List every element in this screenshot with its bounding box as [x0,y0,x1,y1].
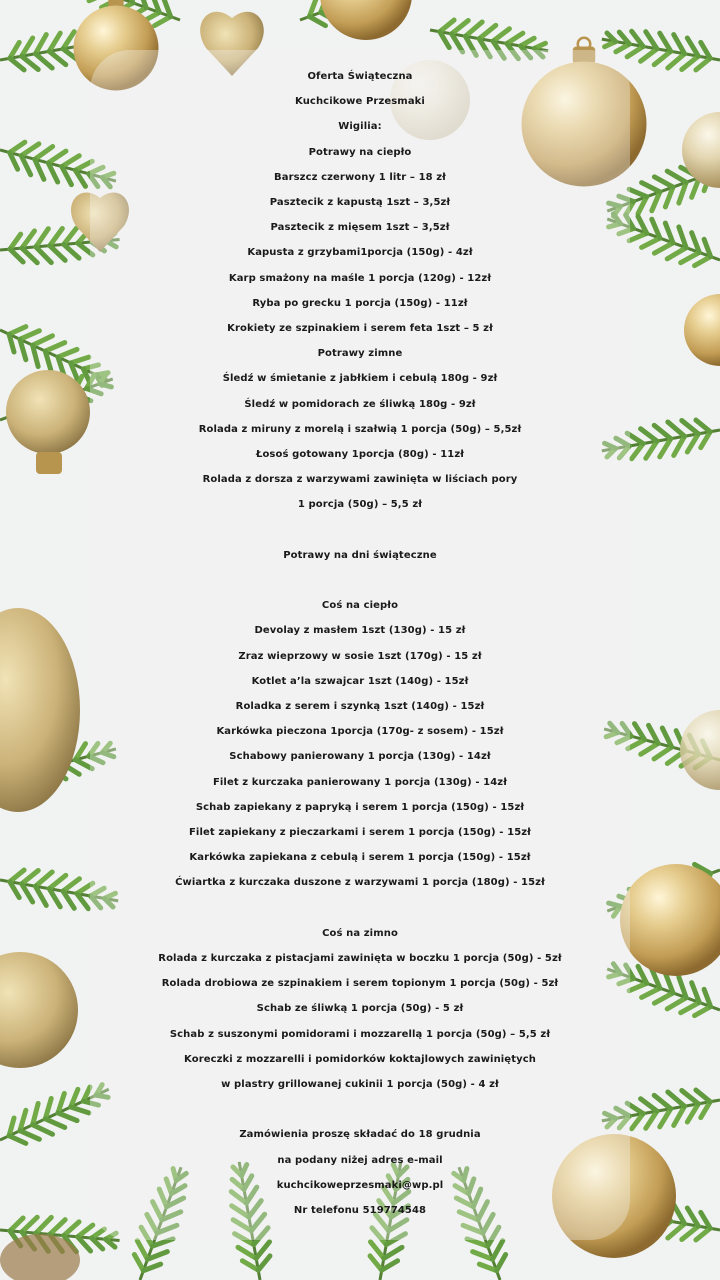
menu-item: Ryba po grecku 1 porcja (150g) - 11zł [252,297,468,309]
menu-item: Kotlet a’la szwajcar 1szt (140g) - 15zł [251,675,469,687]
menu-item: Rolada drobiowa ze szpinakiem i serem topionym 1 porcja (50g) - 5zł [161,978,559,990]
menu-item: Schab zapiekany z papryką i serem 1 porcja (150g) - 15zł [195,801,525,813]
heading-something-hot: Coś na ciepło [321,600,399,612]
heading-cold-dishes: Potrawy zimne [317,348,403,360]
heading-holiday-dishes: Potrawy na dni świąteczne [283,549,437,561]
spacer [0,896,720,921]
contact-phone: Nr telefonu 519774548 [293,1205,427,1217]
menu-text [0,64,720,1223]
menu-item: Filet zapiekany z pieczarkami i serem 1 porcja (150g) - 15zł [189,827,531,839]
menu-item: Krokiety ze szpinakiem i serem feta 1szt – 5 zł [227,323,493,335]
menu-item: Rolada z dorsza z warzywami zawinięta w liściach pory [202,474,518,486]
menu-item: Filet z kurczaka panierowany 1 porcja (130g) - 14zł [212,776,508,788]
heading-hot-dishes: Potrawy na ciepło [308,146,412,158]
menu-item: Zraz wieprzowy w sosie 1szt (170g) - 15 zł [238,650,482,662]
menu-item: Koreczki z mozzarelli i pomidorków koktajlowych zawiniętych [184,1053,536,1065]
menu-item: Roladka z serem i szynką 1szt (140g) - 15zł [235,701,485,713]
menu-item: Łosoś gotowany 1porcja (80g) - 11zł [255,449,465,461]
menu-item: Karp smażony na maśle 1 porcja (120g) - 12zł [228,272,492,284]
menu-item: Rolada z miruny z morelą i szałwią 1 porcja (50g) – 5,5zł [198,423,522,435]
business-name: Kuchcikowe Przesmaki [295,96,425,108]
menu-item: Śledź w pomidorach ze śliwką 180g - 9zł [244,398,476,410]
menu-item: Karkówka zapiekana z cebulą i serem 1 porcja (150g) - 15zł [189,852,531,864]
order-instruction: na podany niżej adres e-mail [277,1154,443,1166]
offer-title: Oferta Świąteczna [307,71,413,82]
order-deadline: Zamówienia proszę składać do 18 grudnia [239,1129,481,1141]
heading-something-cold: Coś na zimno [322,927,398,939]
menu-item: Schabowy panierowany 1 porcja (130g) - 14zł [229,751,491,763]
menu-item: Pasztecik z mięsem 1szt – 3,5zł [270,222,450,234]
menu-item: Devolay z masłem 1szt (130g) - 15 zł [254,625,466,637]
menu-item: Rolada z kurczaka z pistacjami zawinięta w boczku 1 porcja (50g) - 5zł [158,953,562,965]
spacer [0,1097,720,1122]
menu-item: w plastry grillowanej cukinii 1 porcja (50g) - 4 zł [221,1079,499,1091]
menu-item: Schab z suszonymi pomidorami i mozzarellą 1 porcja (50g) – 5,5 zł [169,1028,551,1040]
section-title-wigilia: Wigilia: [338,121,382,133]
spacer [0,568,720,593]
menu-item: Pasztecik z kapustą 1szt – 3,5zł [269,197,451,209]
menu-item: Karkówka pieczona 1porcja (170g- z sosem) - 15zł [216,726,504,738]
menu-item: Kapusta z grzybami1porcja (150g) - 4zł [247,247,473,259]
spacer [0,518,720,543]
menu-item: Schab ze śliwką 1 porcja (50g) - 5 zł [256,1003,464,1015]
menu-item: 1 porcja (50g) – 5,5 zł [297,499,423,511]
contact-email: kuchcikoweprzesmaki@wp.pl [276,1179,444,1191]
menu-item: Ćwiartka z kurczaka duszone z warzywami 1 porcja (180g) - 15zł [175,877,545,889]
menu-item: Śledź w śmietanie z jabłkiem i cebulą 180g - 9zł [222,373,498,385]
menu-item: Barszcz czerwony 1 litr – 18 zł [274,171,446,183]
